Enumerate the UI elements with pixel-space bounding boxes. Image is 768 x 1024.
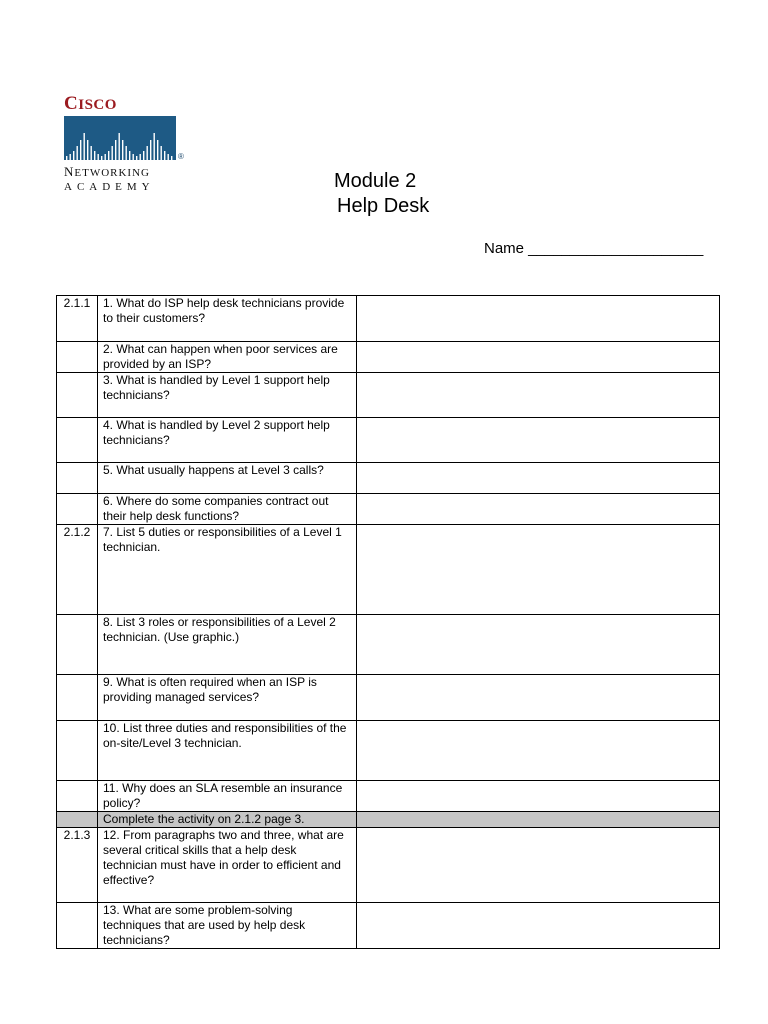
section-cell <box>57 781 98 812</box>
section-cell: 2.1.2 <box>57 525 98 615</box>
question-cell: 7. List 5 duties or responsibilities of a Level 1 technician. <box>98 525 357 615</box>
section-cell <box>57 812 98 828</box>
answer-cell[interactable] <box>357 903 720 949</box>
section-cell <box>57 463 98 494</box>
question-cell: 3. What is handled by Level 1 support help technicians? <box>98 373 357 418</box>
name-field[interactable]: Name _____________________ <box>484 240 704 257</box>
table-row <box>57 418 720 463</box>
question-cell: 12. From paragraphs two and three, what are several critical skills that a help desk technician must have in order to efficient and effective? <box>98 828 357 903</box>
question-cell: 1. What do ISP help desk technicians provide to their customers? <box>98 296 357 342</box>
table-row <box>57 903 720 949</box>
logo-company-name: CISCO <box>64 93 117 114</box>
answer-cell[interactable] <box>357 615 720 675</box>
answer-cell[interactable] <box>357 721 720 781</box>
section-cell <box>57 675 98 721</box>
question-cell: 10. List three duties and responsibilities of the on-site/Level 3 technician. <box>98 721 357 781</box>
answer-cell[interactable] <box>357 418 720 463</box>
answer-cell[interactable] <box>357 828 720 903</box>
table-row <box>57 812 720 828</box>
section-cell <box>57 494 98 525</box>
module-subtitle: Help Desk <box>337 195 430 217</box>
question-cell: 4. What is handled by Level 2 support help technicians? <box>98 418 357 463</box>
section-cell: 2.1.3 <box>57 828 98 903</box>
table-row <box>57 525 720 615</box>
question-cell: 6. Where do some companies contract out their help desk functions? <box>98 494 357 525</box>
question-cell: 5. What usually happens at Level 3 calls? <box>98 463 357 494</box>
table-row <box>57 781 720 812</box>
table-row <box>57 675 720 721</box>
question-cell: 8. List 3 roles or responsibilities of a Level 2 technician. (Use graphic.) <box>98 615 357 675</box>
answer-cell[interactable] <box>357 781 720 812</box>
logo-networking: NETWORKING <box>64 164 150 179</box>
answer-cell[interactable] <box>357 675 720 721</box>
answer-cell[interactable] <box>357 373 720 418</box>
question-cell: 9. What is often required when an ISP is providing managed services? <box>98 675 357 721</box>
question-cell: 11. Why does an SLA resemble an insurance policy? <box>98 781 357 812</box>
section-cell <box>57 342 98 373</box>
table-row <box>57 373 720 418</box>
module-title: Module 2 <box>334 170 417 192</box>
answer-cell[interactable] <box>357 525 720 615</box>
table-row <box>57 721 720 781</box>
logo-academy: ACADEMY <box>64 181 155 193</box>
answer-cell[interactable] <box>357 494 720 525</box>
answer-cell[interactable] <box>357 342 720 373</box>
table-row <box>57 342 720 373</box>
registered-icon: ® <box>178 152 184 161</box>
table-row <box>57 615 720 675</box>
questions-table <box>56 295 720 949</box>
question-cell: Complete the activity on 2.1.2 page 3. <box>98 812 357 828</box>
section-cell <box>57 373 98 418</box>
section-cell <box>57 721 98 781</box>
answer-cell[interactable] <box>357 812 720 828</box>
table-row <box>57 463 720 494</box>
answer-cell[interactable] <box>357 463 720 494</box>
table-row <box>57 494 720 525</box>
section-cell: 2.1.1 <box>57 296 98 342</box>
question-cell: 2. What can happen when poor services are provided by an ISP? <box>98 342 357 373</box>
cisco-networking-academy-logo <box>64 94 190 194</box>
logo-bridge-graphic <box>64 116 184 160</box>
section-cell <box>57 418 98 463</box>
table-row <box>57 828 720 903</box>
section-cell <box>57 903 98 949</box>
section-cell <box>57 615 98 675</box>
answer-cell[interactable] <box>357 296 720 342</box>
question-cell: 13. What are some problem-solving techniques that are used by help desk technicians? <box>98 903 357 949</box>
table-row <box>57 296 720 342</box>
